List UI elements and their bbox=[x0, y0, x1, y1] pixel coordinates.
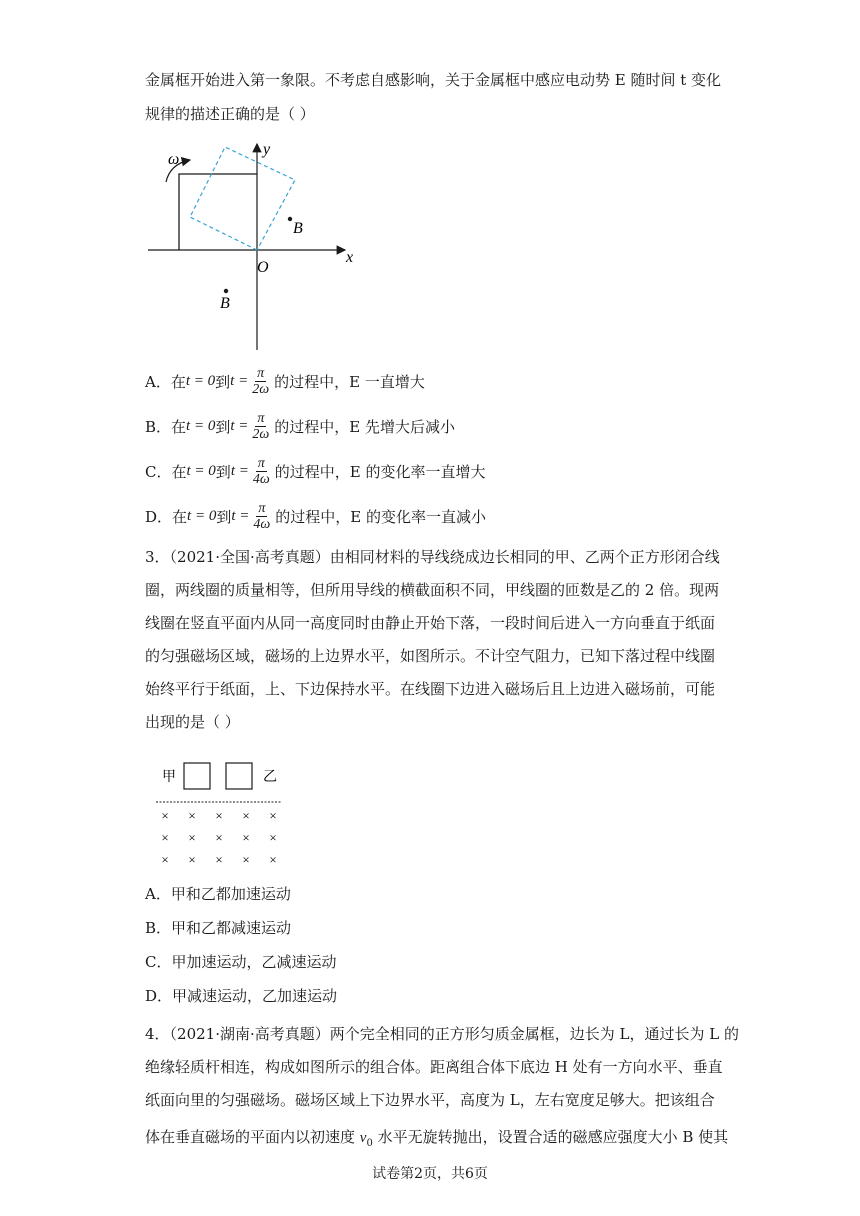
option-letter: D． bbox=[145, 507, 173, 526]
option-text: 甲和乙都减速运动 bbox=[171, 918, 292, 937]
q2-intro-line1: 金属框开始进入第一象限。不考虑自感影响，关于金属框中感应电动势 E 随时间 t 变化 bbox=[145, 71, 722, 89]
option-t-end: t = bbox=[230, 417, 249, 434]
q2-figure bbox=[140, 138, 370, 352]
option-t-end: t = bbox=[230, 372, 249, 389]
svg-text:×: × bbox=[269, 808, 277, 823]
svg-text:×: × bbox=[242, 830, 250, 845]
option-mid: 到 bbox=[215, 417, 231, 436]
q3-figure bbox=[150, 757, 290, 869]
svg-text:×: × bbox=[188, 852, 196, 867]
q2-option-c[interactable] bbox=[145, 451, 485, 491]
option-post: 的过程中，E 先增大后减小 bbox=[274, 417, 456, 436]
q4-line-4-a: 体在垂直磁场的平面内以初速度 bbox=[145, 1128, 360, 1146]
coil-yi bbox=[226, 763, 252, 789]
svg-text:×: × bbox=[215, 852, 223, 867]
metal-frame bbox=[179, 174, 257, 250]
q3-line-2: 圈，两线圈的质量相等，但所用导线的横截面积不同，甲线圈的匝数是乙的 2 倍。现两 bbox=[145, 581, 720, 599]
omega-label: ω bbox=[168, 151, 180, 168]
option-mid: 到 bbox=[215, 462, 231, 481]
svg-text:×: × bbox=[215, 808, 223, 823]
svg-text:×: × bbox=[188, 808, 196, 823]
option-text: 甲减速运动，乙加速运动 bbox=[172, 986, 338, 1005]
fraction: $\frac{\pi}{2\omega}$ bbox=[252, 365, 270, 397]
svg-text:×: × bbox=[242, 852, 250, 867]
q3-line-1: 3．（2021·全国·高考真题）由相同材料的导线绕成边长相同的甲、乙两个正方形闭合线 bbox=[145, 548, 720, 566]
option-pre: 在 bbox=[170, 372, 186, 391]
q2-option-b[interactable] bbox=[145, 406, 455, 446]
fraction: $\frac{\pi}{2\omega}$ bbox=[252, 410, 270, 442]
option-letter: B． bbox=[145, 417, 172, 436]
q4-line-2: 绝缘轻质杆相连，构成如图所示的组合体。距离组合体下底边 H 处有一方向水平、垂直 bbox=[145, 1058, 723, 1076]
svg-text:×: × bbox=[269, 852, 277, 867]
option-text: 甲和乙都加速运动 bbox=[170, 884, 291, 903]
option-pre: 在 bbox=[172, 507, 188, 526]
q4-line-4-b: 水平无旋转抛出，设置合适的磁感应强度大小 B 使其 bbox=[372, 1128, 729, 1146]
option-post: 的过程中，E 一直增大 bbox=[274, 372, 425, 391]
fraction: $\frac{\pi}{4\omega}$ bbox=[253, 500, 271, 532]
option-mid: 到 bbox=[215, 372, 231, 391]
svg-text:×: × bbox=[269, 830, 277, 845]
option-letter: C． bbox=[145, 952, 172, 971]
svg-text:×: × bbox=[161, 830, 169, 845]
coil-yi-label: 乙 bbox=[263, 770, 277, 785]
option-letter: A． bbox=[145, 372, 171, 391]
option-post: 的过程中，E 的变化率一直增大 bbox=[274, 462, 486, 481]
option-post: 的过程中，E 的变化率一直减小 bbox=[275, 507, 487, 526]
q4-v-subscript: 0 bbox=[366, 1138, 373, 1149]
option-text: 甲加速运动，乙减速运动 bbox=[171, 952, 337, 971]
field-dot-2 bbox=[224, 289, 228, 293]
option-letter: B． bbox=[145, 918, 172, 937]
svg-text:×: × bbox=[242, 808, 250, 823]
option-mid: 到 bbox=[216, 507, 232, 526]
q4-v-symbol: v bbox=[359, 1130, 367, 1146]
option-letter: D． bbox=[145, 986, 173, 1005]
option-pre: 在 bbox=[171, 462, 187, 481]
option-t-start: t = 0 bbox=[187, 507, 217, 524]
option-t-start: t = 0 bbox=[186, 417, 216, 434]
y-label: y bbox=[263, 141, 271, 158]
q2-intro-line2: 规律的描述正确的是（ ） bbox=[145, 105, 315, 123]
q3-option-d[interactable] bbox=[145, 975, 337, 1015]
option-t-start: t = 0 bbox=[185, 372, 216, 389]
option-t-end: t = bbox=[230, 462, 249, 479]
coil-jia bbox=[184, 763, 210, 789]
q3-line-6: 出现的是（ ） bbox=[145, 713, 240, 731]
page-footer: 试卷第2页，共6页 bbox=[372, 1166, 488, 1182]
svg-text:×: × bbox=[188, 830, 196, 845]
field-crosses bbox=[161, 808, 276, 867]
option-t-start: t = 0 bbox=[186, 462, 216, 479]
q2-option-d[interactable] bbox=[145, 496, 486, 536]
origin-label: O bbox=[257, 259, 269, 276]
option-letter: A． bbox=[145, 884, 171, 903]
option-t-end: t = bbox=[231, 507, 250, 524]
svg-text:×: × bbox=[161, 852, 169, 867]
fraction: $\frac{\pi}{4\omega}$ bbox=[252, 455, 270, 487]
q3-line-5: 始终平行于纸面，上、下边保持水平。在线圈下边进入磁场后且上边进入磁场前，可能 bbox=[145, 680, 716, 698]
svg-text:×: × bbox=[215, 830, 223, 845]
field-dot-1 bbox=[288, 217, 292, 221]
q4-line-4 bbox=[145, 1127, 728, 1154]
q4-line-3: 纸面向里的匀强磁场。磁场区域上下边界水平，高度为 L，左右宽度足够大。把该组合 bbox=[145, 1091, 715, 1109]
coil-jia-label: 甲 bbox=[162, 770, 176, 785]
q4-line-1: 4．（2021·湖南·高考真题）两个完全相同的正方形匀质金属框，边长为 L，通过长为 L 的 bbox=[145, 1025, 739, 1043]
q2-option-a[interactable] bbox=[145, 361, 425, 401]
x-label: x bbox=[346, 249, 354, 266]
q3-line-3: 线圈在竖直平面内从同一高度同时由静止开始下落，一段时间后进入一方向垂直于纸面 bbox=[145, 614, 716, 632]
q3-line-4: 的匀强磁场区域，磁场的上边界水平，如图所示。不计空气阻力，已知下落过程中线圈 bbox=[145, 647, 716, 665]
rotated-frame bbox=[190, 147, 295, 250]
field-b-label-2: B bbox=[220, 295, 230, 312]
svg-text:×: × bbox=[161, 808, 169, 823]
field-b-label-1: B bbox=[293, 220, 303, 237]
option-letter: C． bbox=[145, 462, 172, 481]
option-pre: 在 bbox=[171, 417, 187, 436]
